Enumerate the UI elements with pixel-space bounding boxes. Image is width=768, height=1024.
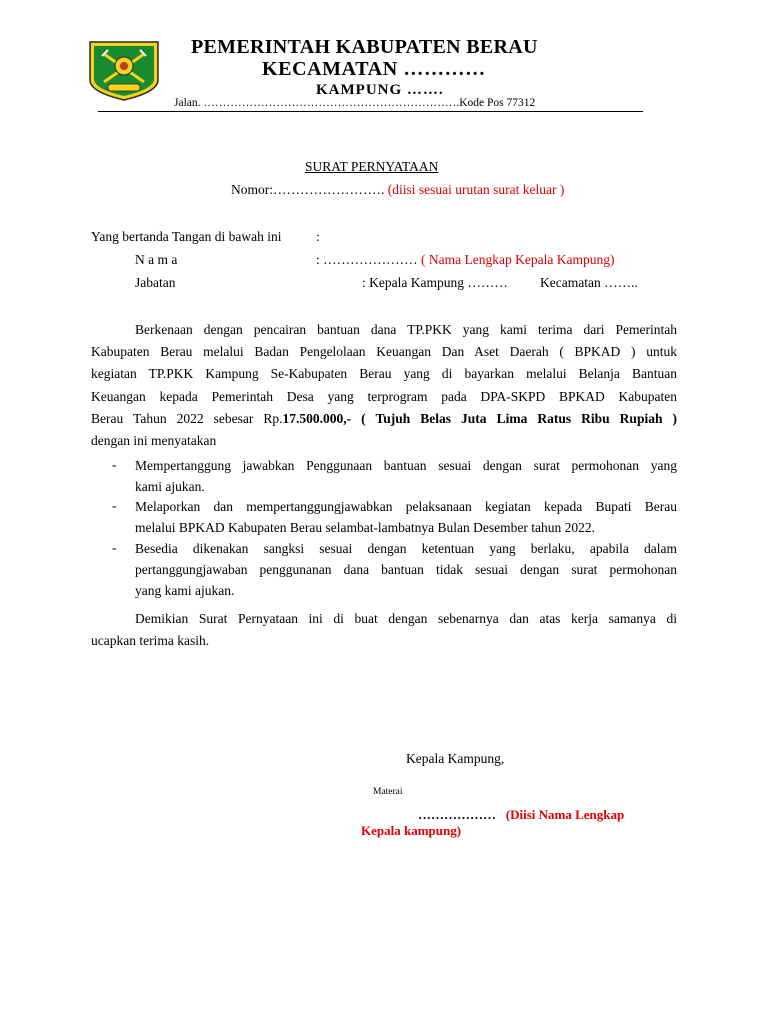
paragraph-line: Berau Tahun 2022 sebesar Rp. [91,410,283,426]
nama-note: ( Nama Lengkap Kepala Kampung) [421,252,615,267]
document-number [231,182,564,198]
signature-title: Kepala Kampung, [406,751,505,766]
kecamatan-value: Kecamatan …….. [540,275,638,290]
bullet-marker: - [112,457,117,472]
header-government: PEMERINTAH KABUPATEN BERAU [191,36,538,58]
signer-intro-colon: : [316,229,320,244]
jabatan-label: Jabatan [135,275,176,290]
jabatan-value: : Kepala Kampung ……… [362,275,508,290]
nama-dots: : ………………… [316,252,418,267]
paragraph-line: Kabupaten Berau melalui Badan Pengelolaan Keuangan Dan Aset Daerah ( BPKAD ) untuk [91,344,677,360]
signer-intro: Yang bertanda Tangan di bawah ini [91,229,282,244]
paragraph-line: kegiatan TP.PKK Kampung Se-Kabupaten Berau yang di bayarkan melalui Belanja Bantuan [91,366,677,382]
paragraph-line: Berkenaan dengan pencairan bantuan dana TP.PKK yang kami terima dari Pemerintah [135,322,677,337]
statement-paragraph [91,319,677,452]
signature-name-line [418,807,624,823]
paragraph-line: Keuangan kepada Pemerintah Desa yang terprogram pada DPA-SKPD BPKAD Kabupaten [91,388,677,404]
closing-paragraph [91,608,677,652]
amount-text: 17.500.000,- ( Tujuh Belas Juta Lima Ratus Ribu Rupiah ) [282,410,677,426]
signature-dots: ……………… [418,807,496,822]
header-district: KECAMATAN ………… [262,58,486,80]
document-number-note: (diisi sesuai urutan surat keluar ) [387,182,565,197]
nama-value [316,252,614,268]
paragraph-line: ucapkan terima kasih. [91,633,210,649]
list-item: Melaporkan dan mempertanggungjawabkan pelaksanaan kegiatan kepada Bupati Berau melalui BPKAD Kabupaten Berau selambat-lambatnya Bulan Desember tahun 2022. [135,499,677,535]
document-title: SURAT PERNYATAAN [305,159,439,174]
list-item: Besedia dikenakan sangksi sesuai dengan ketentuan yang berlaku, apabila dalam pertanggungjawaban penggunanan dana bantuan tidak sesuai dengan surat permohonan yang kami ajukan. [135,541,677,598]
signature-note: (Diisi Nama Lengkap [505,807,625,822]
header-divider [98,111,643,112]
paragraph-line: dengan ini menyatakan [91,433,217,449]
signature-note-line2: Kepala kampung) [361,823,462,838]
header-address: Jalan. ………………………………………………………….Kode Pos 77312 [174,97,536,109]
document-number-label: Nomor:……………………. [231,182,385,197]
header-village: KAMPUNG ……. [316,82,444,98]
nama-label: N a m a [135,252,178,267]
list-item: Mempertanggung jawabkan Penggunaan bantuan sesuai dengan surat permohonan yang kami ajukan. [135,458,677,494]
paragraph-line: Demikian Surat Pernyataan ini di buat dengan sebenarnya dan atas kerja samanya di [135,611,677,626]
bullet-marker: - [112,498,117,513]
regency-logo [88,40,160,102]
materai-label: Materai [373,787,403,797]
bullet-marker: - [112,540,117,555]
